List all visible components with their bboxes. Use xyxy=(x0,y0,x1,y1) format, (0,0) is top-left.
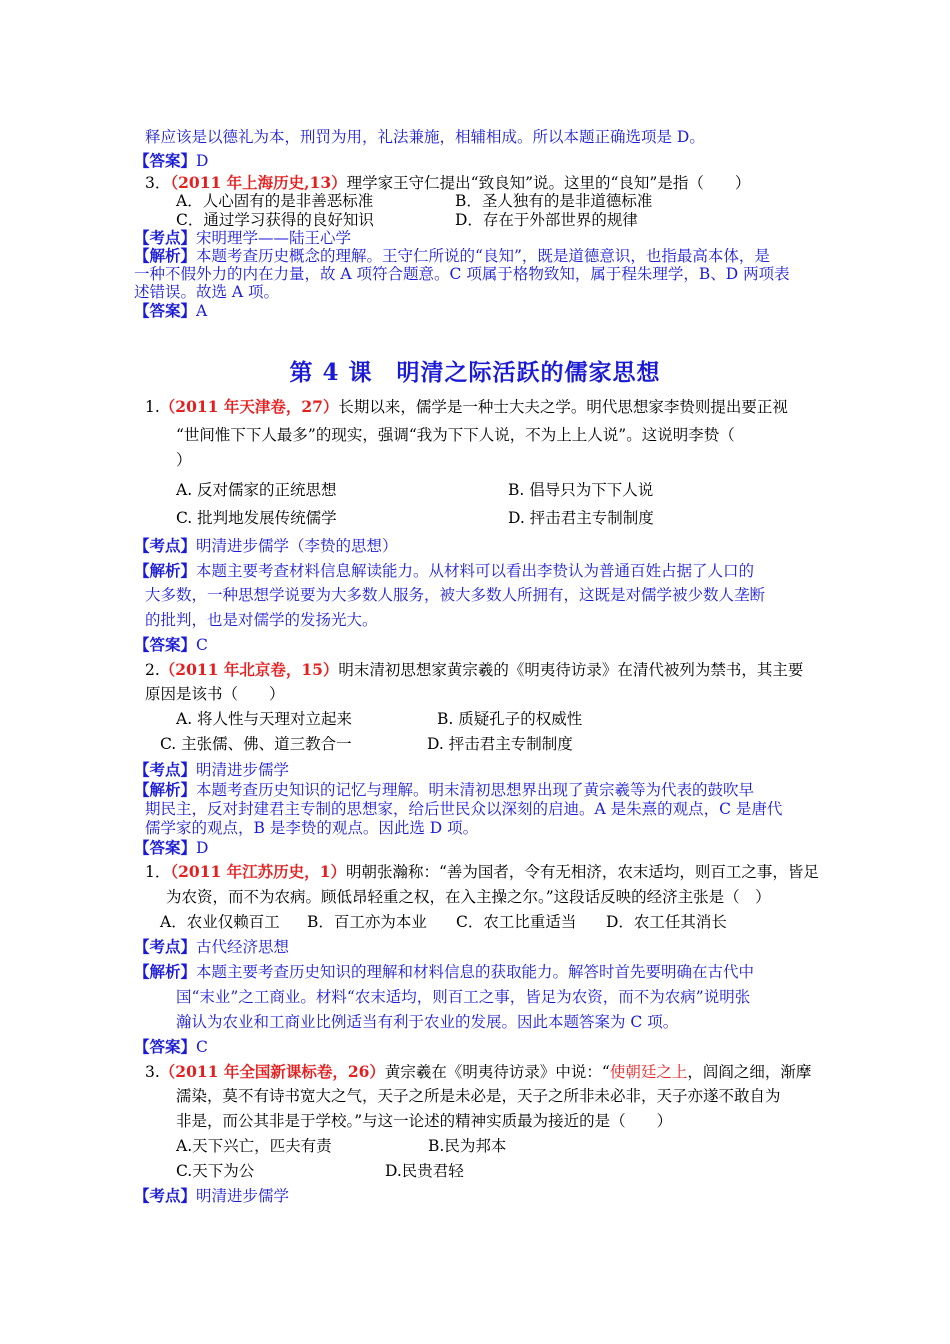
option-b: B．圣人独有的是非道德标准 xyxy=(455,192,653,210)
jiexi-label: 【解析】 xyxy=(134,962,197,981)
jiexi-row xyxy=(134,560,754,582)
option-b: B. 倡导只为下下人说 xyxy=(508,481,654,499)
option-c: C. 主张儒、佛、道三教合一 xyxy=(160,735,352,753)
question-number: 3. xyxy=(145,1063,160,1081)
kaodian-row xyxy=(134,759,289,781)
question-stem xyxy=(145,396,788,418)
highlighted-quote: 使朝廷之上 xyxy=(609,1063,688,1081)
question-text: 明朝张瀚称：“善为国者，令有无相济，农末适均，则百工之事，皆足 xyxy=(345,863,819,881)
question-source: （2011 年上海历史,13） xyxy=(170,173,347,192)
answer-label: 【答案】 xyxy=(134,838,197,857)
jiexi-row xyxy=(134,961,754,983)
question-source: （2011 年北京卷，15） xyxy=(159,660,339,679)
answer-label: 【答案】 xyxy=(134,151,197,170)
question-stem xyxy=(145,1061,811,1083)
jiexi-line: 本题主要考查材料信息解读能力。从材料可以看出李贽认为普通百姓占据了人口的 xyxy=(196,562,755,580)
jiexi-line: 述错误。故选 A 项。 xyxy=(134,283,280,301)
answer-value: C xyxy=(196,1038,208,1056)
lesson-title: 第 4 课 明清之际活跃的儒家思想 xyxy=(289,359,661,386)
answer-label: 【答案】 xyxy=(134,301,197,320)
kaodian-text: 明清进步儒学 xyxy=(196,1187,290,1205)
jiexi-line: 一种不假外力的内在力量，故 A 项符合题意。C 项属于格物致知，属于程朱理学，B、D 两项表 xyxy=(134,265,790,283)
question-source: （2011 年江苏历史，1） xyxy=(170,862,346,881)
kaodian-text: 古代经济思想 xyxy=(196,938,290,956)
kaodian-row xyxy=(134,1185,289,1207)
answer-row xyxy=(134,837,208,859)
option-d: D. 抨击君主专制制度 xyxy=(427,735,573,753)
question-number: 1. xyxy=(145,398,160,416)
option-b: B. 质疑孔子的权威性 xyxy=(437,710,583,728)
question-text: 明末清初思想家黄宗羲的《明夷待访录》在清代被列为禁书，其主要 xyxy=(338,661,804,679)
question-text: 濡染，莫不有诗书宽大之气，天子之所是未必是，天子之所非未必非，天子亦遂不敢自为 xyxy=(176,1087,781,1105)
kaodian-label: 【考点】 xyxy=(134,1186,197,1205)
option-d: D．农工任其消长 xyxy=(606,913,727,931)
option-a: A.天下兴亡，匹夫有责 xyxy=(176,1137,332,1155)
option-b: B．百工亦为本业 xyxy=(307,913,427,931)
kaodian-row xyxy=(134,936,289,958)
kaodian-text: 明清进步儒学（李贽的思想） xyxy=(196,537,398,555)
jiexi-line: 瀚认为农业和工商业比例适当有利于农业的发展。因此本题答案为 C 项。 xyxy=(176,1013,679,1031)
kaodian-row xyxy=(134,535,398,557)
question-text: 原因是该书（ ） xyxy=(145,685,285,703)
answer-row xyxy=(134,634,208,656)
question-text: 黄宗羲在《明夷待访录》中说：“ xyxy=(384,1063,610,1081)
jiexi-line: 本题主要考查历史知识的理解和材料信息的获取能力。解答时首先要明确在古代中 xyxy=(196,963,755,981)
jiexi-line: 的批判，也是对儒学的发扬光大。 xyxy=(145,611,378,629)
option-d: D. 抨击君主专制制度 xyxy=(508,509,654,527)
answer-value: D xyxy=(196,152,209,170)
question-text: 长期以来，儒学是一种士大夫之学。明代思想家李贽则提出要正视 xyxy=(338,398,788,416)
answer-label: 【答案】 xyxy=(134,1037,197,1056)
jiexi-line: 本题考查历史概念的理解。王守仁所说的“良知”，既是道德意识，也指最高本体，是 xyxy=(196,247,770,265)
answer-value: D xyxy=(196,839,209,857)
question-text: ） xyxy=(176,451,192,469)
option-a: A. 反对儒家的正统思想 xyxy=(176,481,337,499)
question-number: 2. xyxy=(145,661,160,679)
jiexi-line: 国“末业”之工商业。材料“农末适均，则百工之事，皆足为农资，而不为农病”说明张 xyxy=(176,988,751,1006)
kaodian-label: 【考点】 xyxy=(134,536,197,555)
option-a: A．人心固有的是非善恶标准 xyxy=(176,192,374,210)
question-number: 3． xyxy=(145,174,171,192)
jiexi-line: 大多数，一种思想学说要为大多数人服务，被大多数人所拥有，这既是对儒学被少数人垄断 xyxy=(145,586,766,604)
question-text: 非是，而公其非是于学校。”与这一论述的精神实质最为接近的是（ ） xyxy=(176,1112,673,1130)
option-c: C.天下为公 xyxy=(176,1162,255,1180)
answer-label: 【答案】 xyxy=(134,635,197,654)
option-a: A．农业仅赖百工 xyxy=(160,913,280,931)
kaodian-text: 宋明理学——陆王心学 xyxy=(196,229,352,247)
answer-row xyxy=(134,300,207,322)
answer-value: A xyxy=(196,302,208,320)
answer-value: C xyxy=(196,636,208,654)
jiexi-label: 【解析】 xyxy=(134,246,197,265)
kaodian-text: 明清进步儒学 xyxy=(196,761,290,779)
question-text: ，闾阎之细，渐摩 xyxy=(687,1063,812,1081)
question-source: （2011 年天津卷，27） xyxy=(159,397,339,416)
jiexi-line: 儒学家的观点，B 是李贽的观点。因此选 D 项。 xyxy=(145,819,479,837)
option-c: C．农工比重适当 xyxy=(456,913,577,931)
question-stem xyxy=(145,659,803,681)
question-source: （2011 年全国新课标卷，26） xyxy=(159,1062,385,1081)
option-c: C. 批判地发展传统儒学 xyxy=(176,509,337,527)
question-text: “世间惟下下人最多”的现实，强调“我为下下人说，不为上上人说”。这说明李贽（ xyxy=(176,426,735,444)
answer-row xyxy=(134,1036,208,1058)
jiexi-line: 期民主，反对封建君主专制的思想家，给后世民众以深刻的启迪。A 是朱熹的观点，C 是唐代 xyxy=(145,800,783,818)
jiexi-label: 【解析】 xyxy=(134,561,197,580)
jiexi-line: 本题考查历史知识的记忆与理解。明末清初思想界出现了黄宗羲等为代表的鼓吹早 xyxy=(196,781,755,799)
kaodian-label: 【考点】 xyxy=(134,760,197,779)
kaodian-label: 【考点】 xyxy=(134,228,197,247)
kaodian-label: 【考点】 xyxy=(134,937,197,956)
option-c: C．通过学习获得的良好知识 xyxy=(176,211,374,229)
answer-row xyxy=(134,150,208,172)
option-d: D.民贵君轻 xyxy=(385,1162,464,1180)
option-d: D．存在于外部世界的规律 xyxy=(455,211,638,229)
option-b: B.民为邦本 xyxy=(428,1137,507,1155)
question-text: 为农资，而不为农病。顾低昂轻重之权，在入主操之尔。”这段话反映的经济主张是（ ） xyxy=(166,888,771,906)
question-stem xyxy=(145,861,819,883)
question-text: 理学家王守仁提出“致良知”说。这里的“良知”是指（ ） xyxy=(346,174,751,192)
explanation-continuation: 释应该是以德礼为本，刑罚为用，礼法兼施，相辅相成。所以本题正确选项是 D。 xyxy=(145,128,705,146)
question-number: 1． xyxy=(145,863,171,881)
jiexi-label: 【解析】 xyxy=(134,780,197,799)
option-a: A. 将人性与天理对立起来 xyxy=(176,710,353,728)
